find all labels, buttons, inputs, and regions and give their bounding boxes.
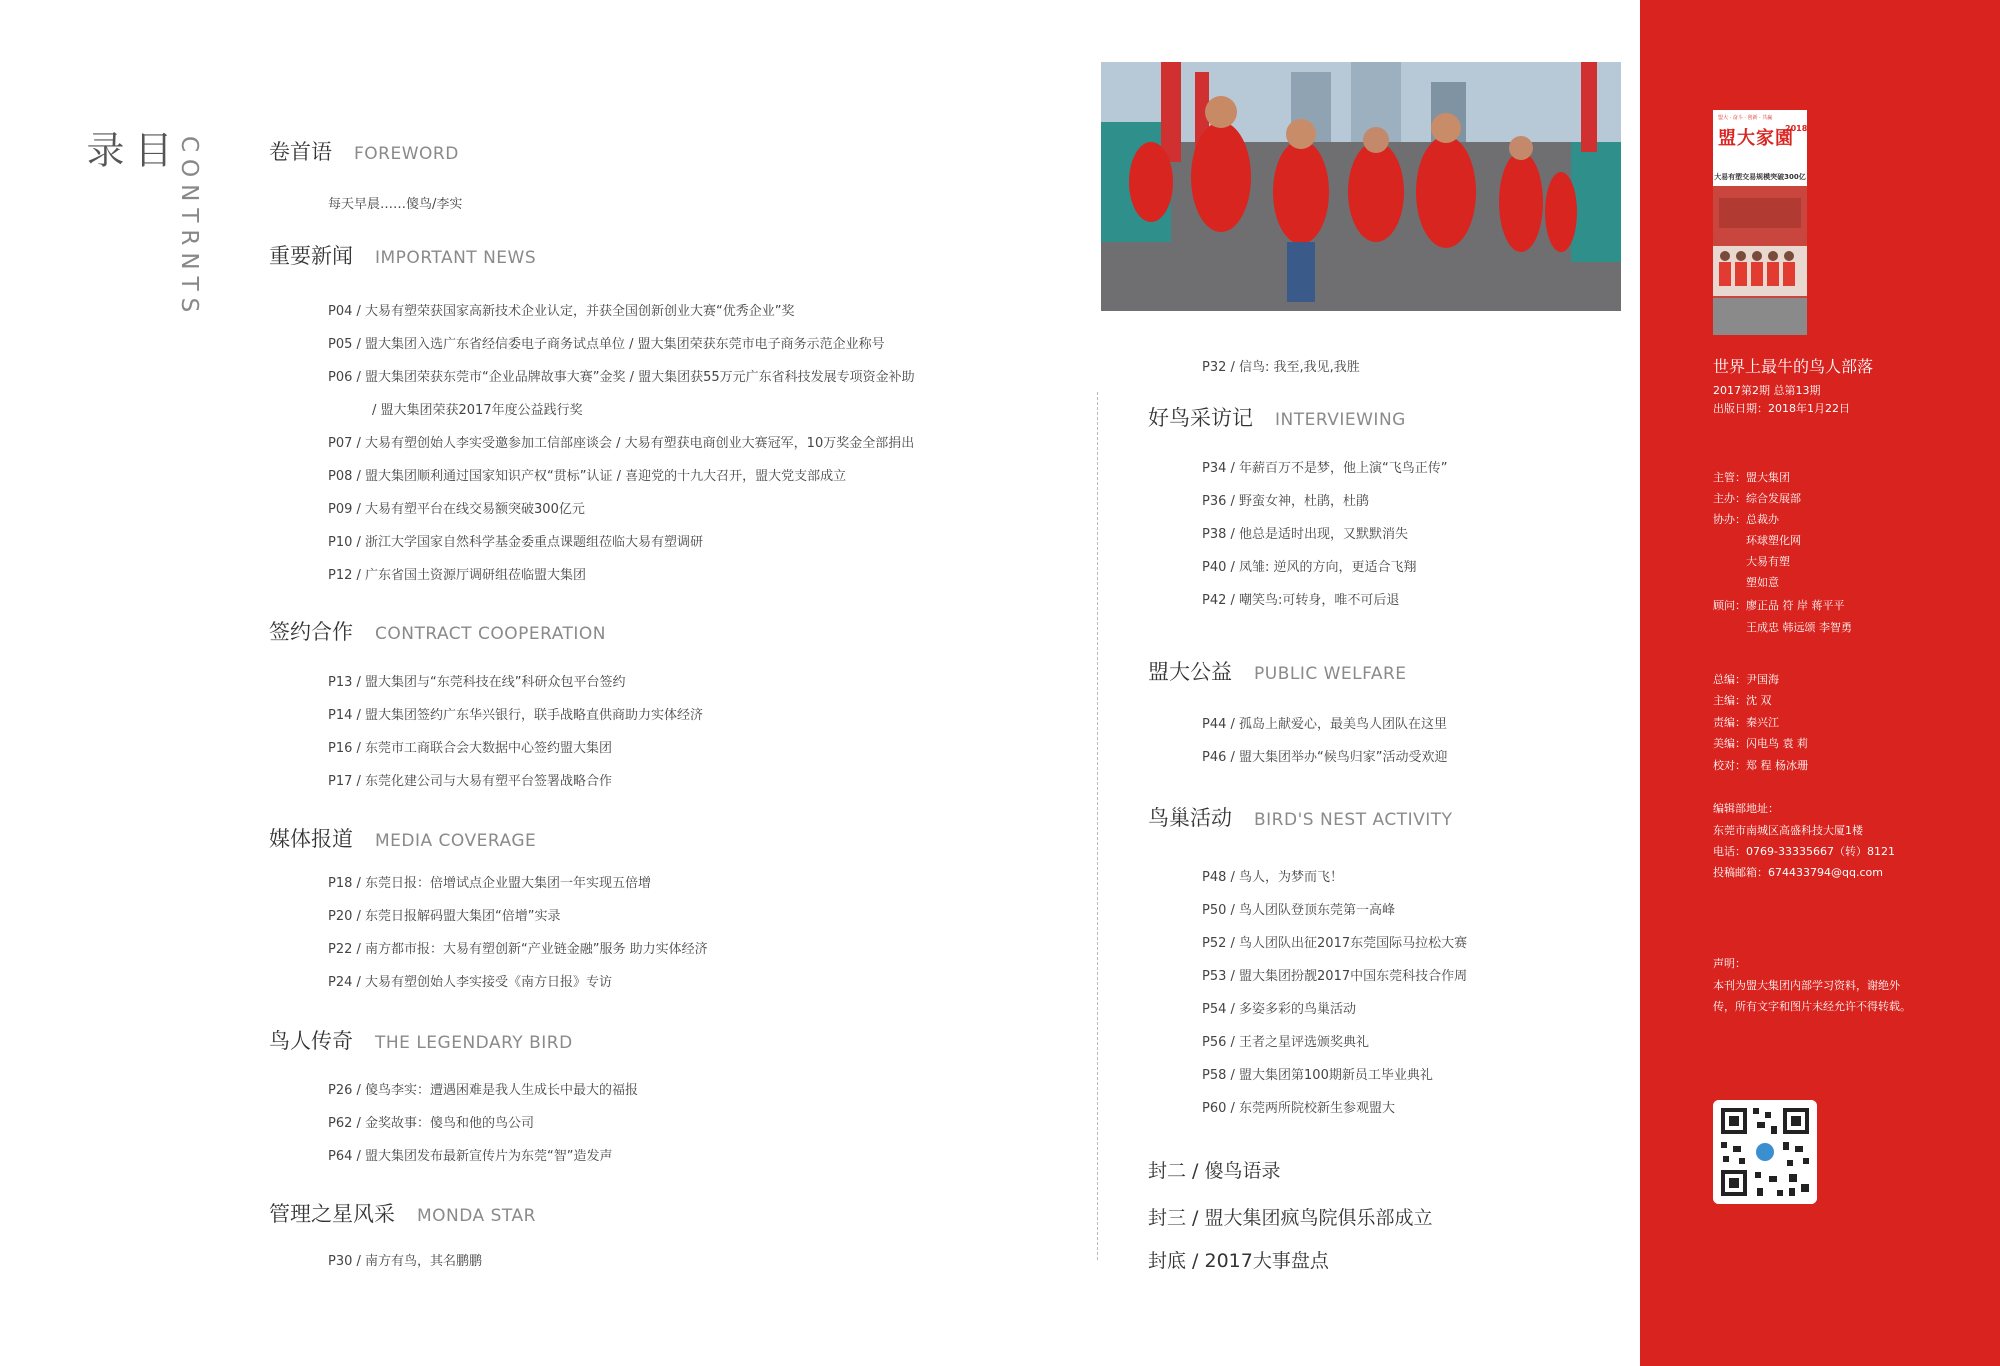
staff-line: 顾问：廖正品 符 岸 蒋平平 xyxy=(1713,599,1845,612)
editor-line: 责编：秦兴江 xyxy=(1713,716,1779,729)
notice-text: 传，所有文字和图片未经允许不得转载。 xyxy=(1713,1000,1911,1013)
toc-item[interactable]: P60 / 东莞两所院校新生参观盟大 xyxy=(1202,1101,1396,1116)
masthead-sidebar xyxy=(1640,0,2000,1366)
section-monda-star xyxy=(269,1198,536,1228)
toc-item[interactable]: P07 / 大易有塑创始人李实受邀参加工信部座谈会 / 大易有塑获电商创业大赛冠军，10万奖金全部捐出 xyxy=(328,436,915,451)
notice-label: 声明： xyxy=(1713,957,1746,970)
email: 投稿邮箱：674433794@qq.com xyxy=(1713,866,1883,879)
toc-title-cn: 目录 xyxy=(80,130,172,172)
toc-item[interactable]: P18 / 东莞日报：倍增试点企业盟大集团一年实现五倍增 xyxy=(328,876,652,891)
section-title: 媒体报道 xyxy=(269,827,353,851)
toc-item[interactable]: P10 / 浙江大学国家自然科学基金委重点课题组莅临大易有塑调研 xyxy=(328,535,704,550)
toc-item[interactable]: P14 / 盟大集团签约广东华兴银行，联手战略直供商助力实体经济 xyxy=(328,708,704,723)
staff-line: 主管：盟大集团 xyxy=(1713,471,1790,484)
marathon-photo-illustration xyxy=(1101,62,1621,311)
toc-item[interactable]: P58 / 盟大集团第100期新员工毕业典礼 xyxy=(1202,1068,1433,1083)
sidebar-slogan: 世界上最牛的鸟人部落 xyxy=(1713,357,1874,376)
section-subtitle: INTERVIEWING xyxy=(1275,410,1406,430)
toc-item[interactable]: P34 / 年薪百万不是梦，他上演“飞鸟正传” xyxy=(1202,461,1448,476)
toc-item[interactable]: P16 / 东莞市工商联合会大数据中心签约盟大集团 xyxy=(328,741,613,756)
toc-item[interactable]: P42 / 嘲笑鸟:可转身，唯不可后退 xyxy=(1202,593,1400,608)
column-divider xyxy=(1097,392,1098,1260)
toc-item[interactable]: P12 / 广东省国土资源厅调研组莅临盟大集团 xyxy=(328,568,587,583)
phone: 电话：0769-33335667（转）8121 xyxy=(1713,845,1895,858)
section-important-news xyxy=(269,240,536,270)
staff-line: 协办：总裁办 xyxy=(1713,513,1779,526)
cover-topline: 盟大 · 奋斗 · 创新 · 共赢 xyxy=(1718,115,1773,121)
section-title: 鸟巢活动 xyxy=(1148,806,1232,830)
toc-item[interactable]: P50 / 鸟人团队登顶东莞第一高峰 xyxy=(1202,903,1396,918)
section-subtitle: PUBLIC WELFARE xyxy=(1254,664,1407,684)
toc-item[interactable]: P09 / 大易有塑平台在线交易额突破300亿元 xyxy=(328,502,585,517)
qr-code-icon[interactable] xyxy=(1713,1100,1817,1204)
toc-item[interactable]: P13 / 盟大集团与“东莞科技在线”科研众包平台签约 xyxy=(328,675,626,690)
cover-year: 2018 xyxy=(1785,124,1807,133)
staff-line: 主办：综合发展部 xyxy=(1713,492,1801,505)
toc-item[interactable]: P52 / 鸟人团队出征2017东莞国际马拉松大赛 xyxy=(1202,936,1468,951)
toc-item[interactable]: P32 / 信鸟: 我至,我见,我胜 xyxy=(1202,360,1360,375)
address: 东莞市南城区高盛科技大厦1楼 xyxy=(1713,824,1863,837)
toc-item[interactable]: P46 / 盟大集团举办“候鸟归家”活动受欢迎 xyxy=(1202,750,1448,765)
staff-line: 王成忠 韩远颂 李智勇 xyxy=(1746,621,1852,634)
section-title: 好鸟采访记 xyxy=(1148,406,1253,430)
cover-page-item[interactable]: 封三 / 盟大集团疯鸟院俱乐部成立 xyxy=(1148,1207,1433,1229)
toc-item[interactable]: P24 / 大易有塑创始人李实接受《南方日报》专访 xyxy=(328,975,613,990)
toc-title-en: CONTRNTS xyxy=(176,136,202,320)
cover-page-item[interactable]: 封底 / 2017大事盘点 xyxy=(1148,1250,1329,1272)
staff-line: 环球塑化网 xyxy=(1746,534,1801,547)
section-title: 鸟人传奇 xyxy=(269,1029,353,1053)
toc-item[interactable]: P26 / 傻鸟李实：遭遇困难是我人生成长中最大的福报 xyxy=(328,1083,639,1098)
staff-line: 大易有塑 xyxy=(1746,555,1790,568)
toc-item[interactable]: P48 / 鸟人，为梦而飞！ xyxy=(1202,870,1344,885)
section-contract xyxy=(269,616,606,646)
editor-line: 总编：尹国海 xyxy=(1713,673,1779,686)
section-title: 签约合作 xyxy=(269,620,353,644)
cover-photo-illustration xyxy=(1713,186,1807,335)
cover-header xyxy=(1713,110,1807,168)
toc-item[interactable]: P06 / 盟大集团荣获东莞市“企业品牌故事大赛”金奖 / 盟大集团获55万元广东省科技发展专项资金补助 xyxy=(328,370,915,385)
cover-photo xyxy=(1713,186,1807,335)
section-public-welfare xyxy=(1148,656,1407,686)
toc-item[interactable]: P40 / 凤雏: 逆风的方向，更适合飞翔 xyxy=(1202,560,1417,575)
cover-brand: 盟大家園 xyxy=(1718,128,1794,149)
section-subtitle: MEDIA COVERAGE xyxy=(375,831,537,851)
toc-item[interactable]: P44 / 孤岛上献爱心，最美鸟人团队在这里 xyxy=(1202,717,1448,732)
toc-item[interactable]: P30 / 南方有鸟，其名鹏鹏 xyxy=(328,1254,483,1269)
toc-item[interactable]: P64 / 盟大集团发布最新宣传片为东莞“智”造发声 xyxy=(328,1149,613,1164)
toc-item[interactable]: / 盟大集团荣获2017年度公益践行奖 xyxy=(372,403,583,418)
notice-text: 本刊为盟大集团内部学习资料，谢绝外 xyxy=(1713,979,1900,992)
issue-number: 2017第2期 总第13期 xyxy=(1713,384,1821,397)
section-legendary-bird xyxy=(269,1025,573,1055)
editor-line: 美编：闪电鸟 袁 莉 xyxy=(1713,737,1808,750)
section-title: 盟大公益 xyxy=(1148,660,1232,684)
toc-item[interactable]: P62 / 金奖故事：傻鸟和他的鸟公司 xyxy=(328,1116,535,1131)
toc-item[interactable]: P22 / 南方都市报：大易有塑创新“产业链金融”服务 助力实体经济 xyxy=(328,942,708,957)
address-label: 编辑部地址： xyxy=(1713,802,1779,815)
cover-page-item[interactable]: 封二 / 傻鸟语录 xyxy=(1148,1160,1281,1182)
section-title: 重要新闻 xyxy=(269,244,353,268)
section-birds-nest xyxy=(1148,802,1453,832)
section-subtitle: BIRD'S NEST ACTIVITY xyxy=(1254,810,1453,830)
toc-item[interactable]: 每天早晨……傻鸟/李实 xyxy=(328,197,463,212)
toc-item[interactable]: P36 / 野蛮女神，杜鹃，杜鹃 xyxy=(1202,494,1370,509)
toc-item[interactable]: P20 / 东莞日报解码盟大集团“倍增”实录 xyxy=(328,909,561,924)
qr-code-graphic xyxy=(1713,1100,1817,1204)
section-interviewing xyxy=(1148,402,1406,432)
toc-item[interactable]: P08 / 盟大集团顺利通过国家知识产权“贯标”认证 / 喜迎党的十九大召开，盟大党支部成立 xyxy=(328,469,847,484)
section-subtitle: CONTRACT COOPERATION xyxy=(375,624,607,644)
toc-item[interactable]: P54 / 多姿多彩的鸟巢活动 xyxy=(1202,1002,1357,1017)
toc-item[interactable]: P56 / 王者之星评选颁奖典礼 xyxy=(1202,1035,1370,1050)
section-title: 管理之星风采 xyxy=(269,1202,395,1226)
section-subtitle: FOREWORD xyxy=(354,144,459,164)
staff-line: 塑如意 xyxy=(1746,576,1779,589)
section-subtitle: THE LEGENDARY BIRD xyxy=(375,1033,573,1053)
toc-item[interactable]: P38 / 他总是适时出现，又默默消失 xyxy=(1202,527,1409,542)
publish-date: 出版日期：2018年1月22日 xyxy=(1713,402,1850,415)
editor-line: 主编：沈 双 xyxy=(1713,694,1772,707)
section-media xyxy=(269,823,536,853)
section-title: 卷首语 xyxy=(269,140,332,164)
marathon-photo xyxy=(1101,62,1621,311)
toc-item[interactable]: P05 / 盟大集团入选广东省经信委电子商务试点单位 / 盟大集团荣获东莞市电子商务示范企业称号 xyxy=(328,337,885,352)
toc-item[interactable]: P04 / 大易有塑荣获国家高新技术企业认定，并获全国创新创业大赛“优秀企业”奖 xyxy=(328,304,795,319)
toc-item[interactable]: P17 / 东莞化建公司与大易有塑平台签署战略合作 xyxy=(328,774,613,789)
editor-line: 校对：郑 程 杨冰珊 xyxy=(1713,759,1808,772)
magazine-cover-thumbnail[interactable] xyxy=(1713,110,1807,335)
cover-headline: 大易有塑交易规模突破300亿 xyxy=(1714,173,1806,181)
section-subtitle: IMPORTANT NEWS xyxy=(375,248,537,268)
section-subtitle: MONDA STAR xyxy=(417,1206,536,1226)
toc-item[interactable]: P53 / 盟大集团扮靓2017中国东莞科技合作周 xyxy=(1202,969,1468,984)
section-foreword xyxy=(269,136,459,166)
